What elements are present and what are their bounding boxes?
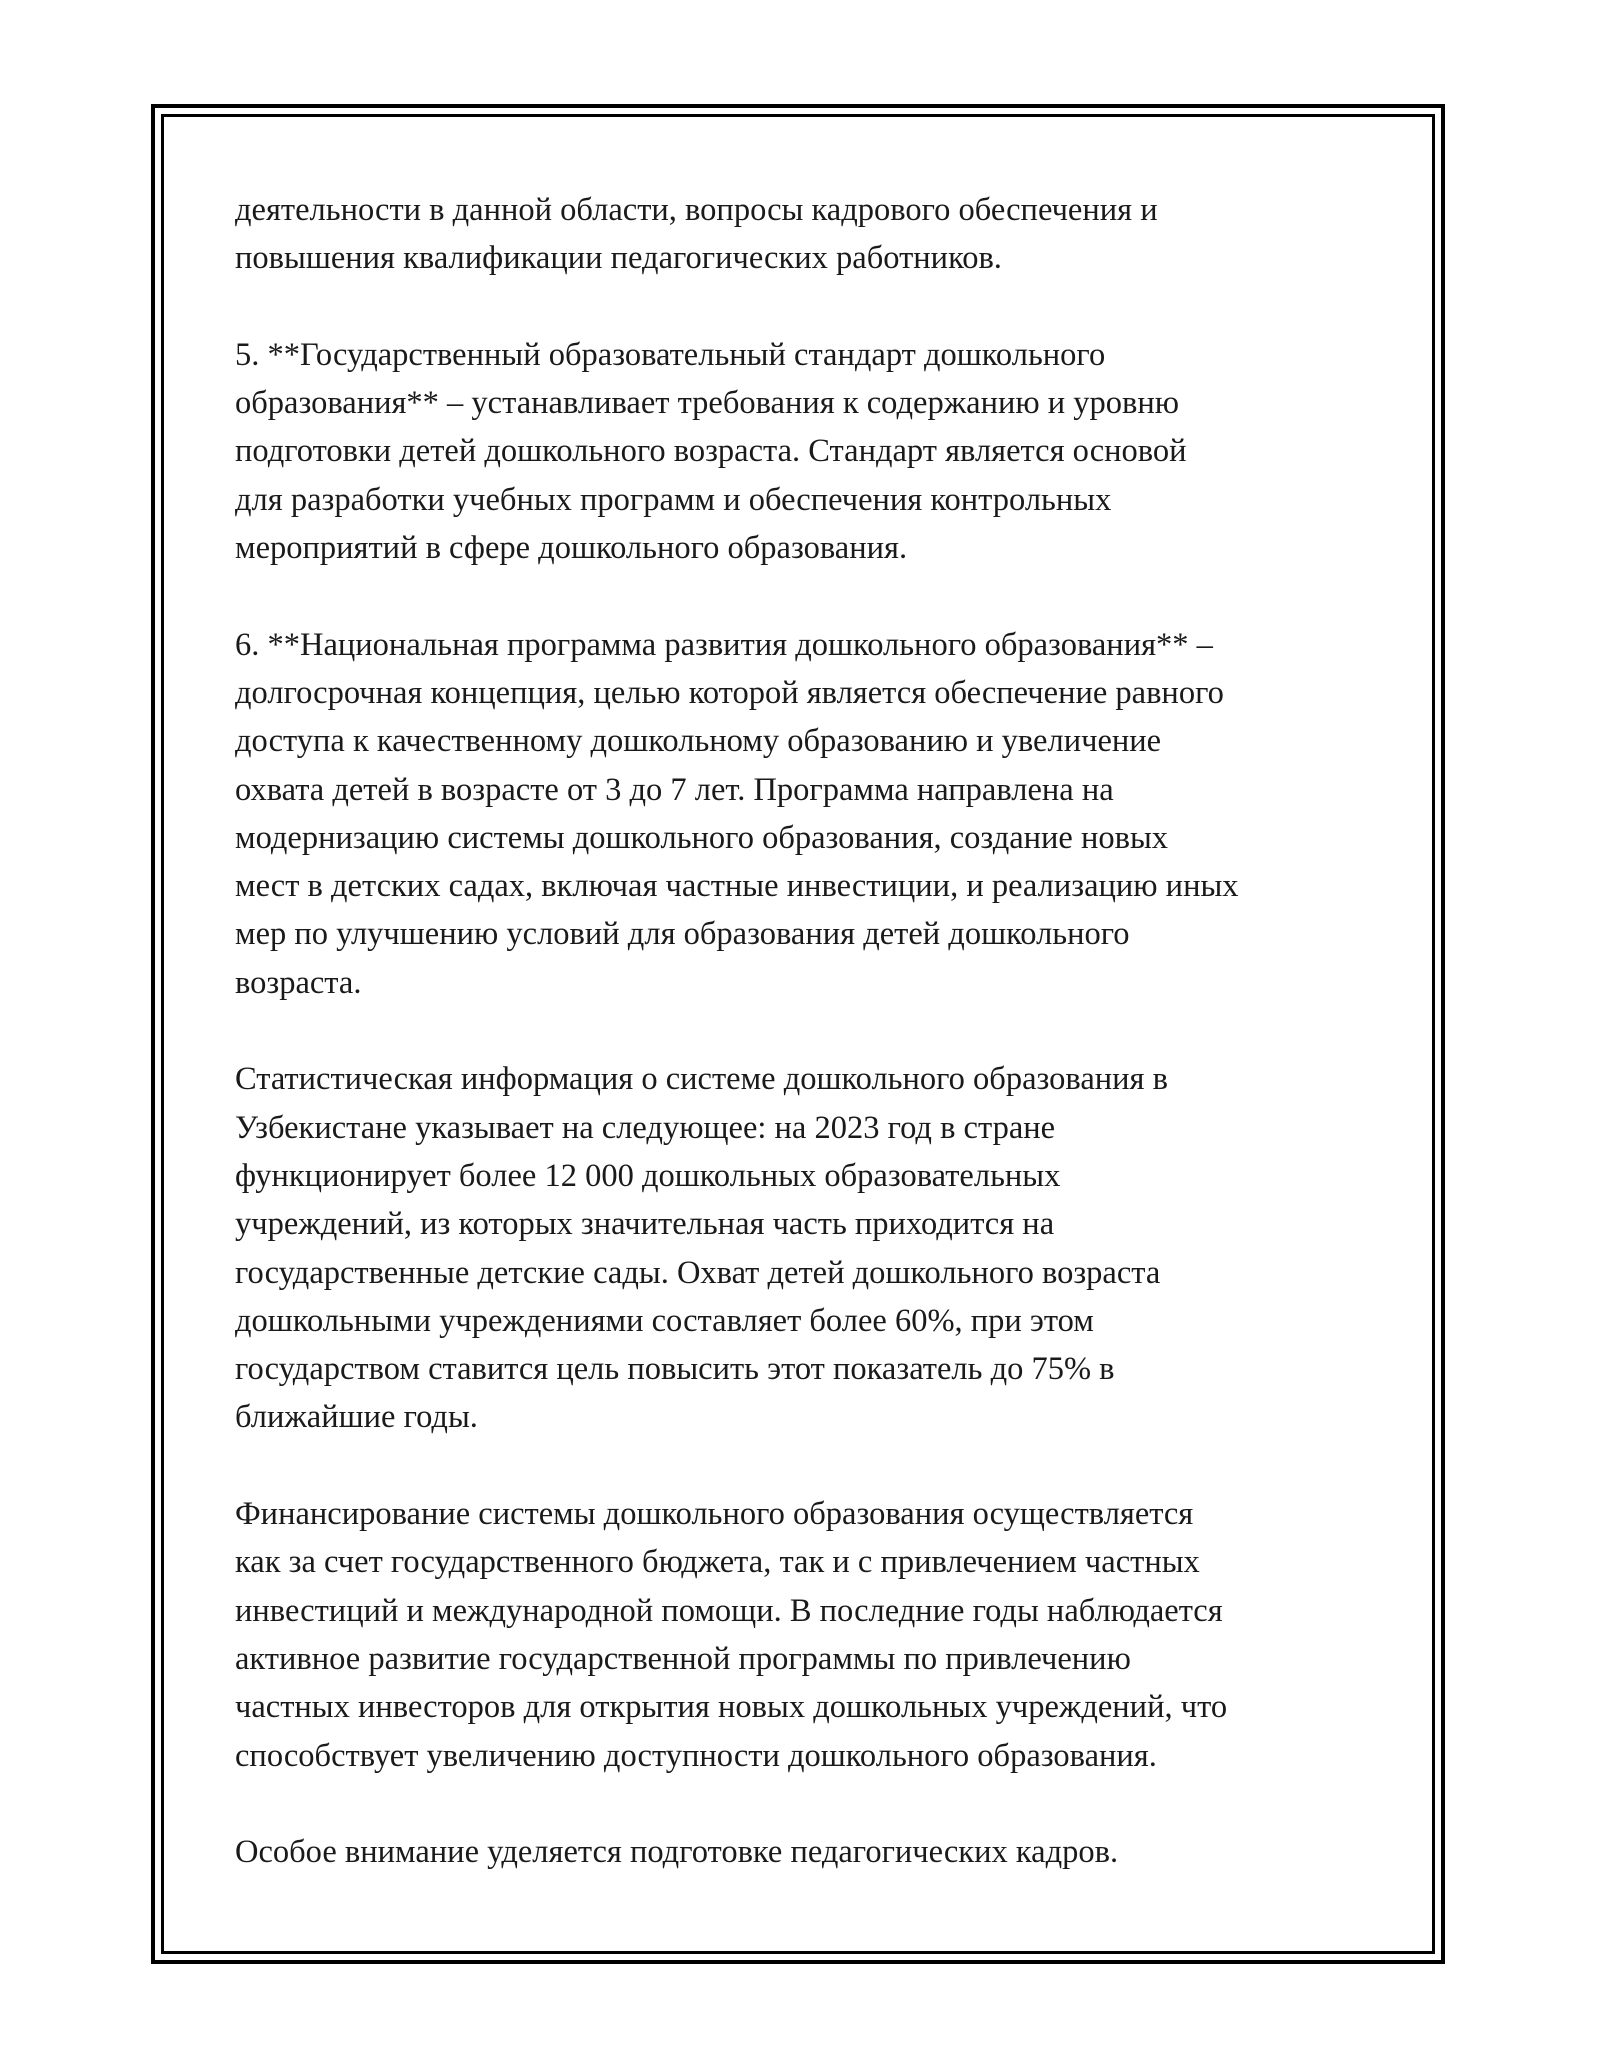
text-line: подготовки детей дошкольного возраста. Стандарт является основой <box>235 433 1187 470</box>
text-line: способствует увеличению доступности дошкольного образования. <box>235 1737 1157 1774</box>
text-line: государством ставится цель повысить этот показатель до 75% в <box>235 1351 1115 1388</box>
text-line: как за счет государственного бюджета, так и с привлечением частных <box>235 1544 1200 1581</box>
paragraph-teachers <box>235 1828 1395 1876</box>
text-line: Финансирование системы дошкольного образования осуществляется <box>235 1496 1194 1533</box>
text-line: доступа к качественному дошкольному образованию и увеличение <box>235 723 1162 760</box>
text-line: ближайшие годы. <box>235 1399 478 1436</box>
paragraph-item-5 <box>235 331 1395 572</box>
text-line: возраста. <box>235 964 362 1001</box>
text-line: мест в детских садах, включая частные инвестиции, и реализацию иных <box>235 868 1239 905</box>
text-line: 5. **Государственный образовательный стандарт дошкольного <box>235 336 1106 373</box>
paragraph-item-6 <box>235 621 1395 1007</box>
text-line: повышения квалификации педагогических работников. <box>235 240 1002 277</box>
text-line: Узбекистане указывает на следующее: на 2023 год в стране <box>235 1109 1056 1146</box>
text-line: государственные детские сады. Охват детей дошкольного возраста <box>235 1254 1161 1291</box>
text-line: Особое внимание уделяется подготовке педагогических кадров. <box>235 1834 1119 1871</box>
text-line: для разработки учебных программ и обеспечения контрольных <box>235 481 1112 518</box>
text-line: деятельности в данной области, вопросы кадрового обеспечения и <box>235 192 1158 228</box>
text-line: охвата детей в возрасте от 3 до 7 лет. Программа направлена на <box>235 771 1114 808</box>
paragraph-continuation <box>235 186 1395 283</box>
text-line: мер по улучшению условий для образования детей дошкольного <box>235 916 1130 953</box>
text-line: учреждений, из которых значительная часть приходится на <box>235 1206 1055 1243</box>
text-line: мероприятий в сфере дошкольного образования. <box>235 530 908 567</box>
document-body <box>235 186 1395 1876</box>
text-line: инвестиций и международной помощи. В последние годы наблюдается <box>235 1592 1223 1629</box>
text-line: частных инвесторов для открытия новых дошкольных учреждений, что <box>235 1689 1228 1726</box>
paragraph-statistics <box>235 1055 1395 1441</box>
text-line: модернизацию системы дошкольного образования, создание новых <box>235 819 1169 856</box>
text-line: 6. **Национальная программа развития дошкольного образования** – <box>235 626 1213 663</box>
paragraph-financing <box>235 1490 1395 1780</box>
text-line: Статистическая информация о системе дошкольного образования в <box>235 1061 1168 1098</box>
text-line: дошкольными учреждениями составляет более 60%, при этом <box>235 1302 1094 1339</box>
text-line: функционирует более 12 000 дошкольных образовательных <box>235 1157 1061 1194</box>
text-line: образования** – устанавливает требования к содержанию и уровню <box>235 385 1180 422</box>
text-line: активное развитие государственной программы по привлечению <box>235 1640 1131 1677</box>
text-line: долгосрочная концепция, целью которой является обеспечение равного <box>235 674 1224 711</box>
